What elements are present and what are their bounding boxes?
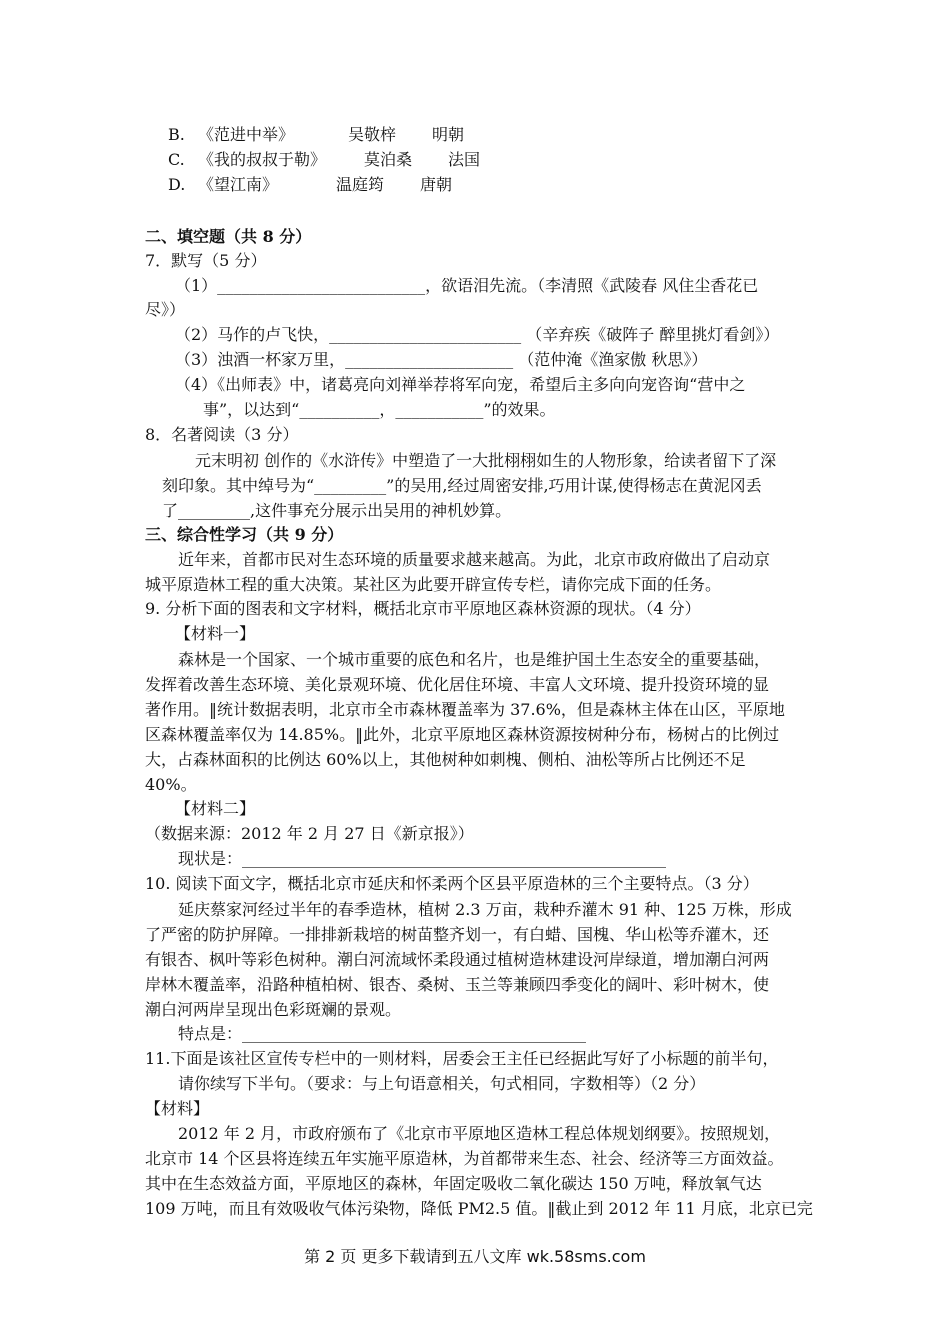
question-title: 9. 分析下面的图表和文字材料，概括北京市平原地区森林资源的现状。（4 分） (145, 599, 701, 618)
fill-line: （4）《出师表》中，诸葛亮向刘禅举荐将军向宠，希望后主多向向宠咨询“营中之 (175, 375, 746, 394)
material-label: 【材料】 (145, 1099, 210, 1118)
option-letter: C. (168, 150, 185, 169)
question-title: 8．名著阅读（3 分） (145, 425, 299, 444)
question-title: 11.下面是该社区宣传专栏中的一则材料，居委会王主任已经据此写好了小标题的前半句， (145, 1049, 779, 1068)
paragraph-line: 城平原造林工程的重大决策。某社区为此要开辟宣传专栏，请你完成下面的任务。 (145, 575, 722, 594)
question-title: 10. 阅读下面文字，概括北京市延庆和怀柔两个区县平原造林的三个主要特点。（3 分） (145, 874, 759, 893)
option-title: 《望江南》 (198, 175, 279, 194)
option-b (168, 124, 464, 146)
paragraph-line: 近年来，首都市民对生态环境的质量要求越来越高。为此，北京市政府做出了启动京 (178, 550, 771, 569)
option-title: 《我的叔叔于勒》 (198, 150, 327, 169)
material-label: 【材料二】 (175, 799, 256, 818)
paragraph-line: 北京市 14 个区县将连续五年实施平原造林，为首都带来生态、社会、经济等三方面效益。 (145, 1149, 784, 1168)
question-title: 7．默写（5 分） (145, 251, 267, 270)
paragraph-line: 40%。 (145, 775, 197, 794)
fill-line: （1）__________________________，欲语泪先流。（李清照《武陵春 风住尘香花已 (175, 276, 759, 295)
paragraph-line: 岸林木覆盖率，沿路种植柏树、银杏、桑树、玉兰等兼顾四季变化的阔叶、彩叶树木，使 (145, 975, 770, 994)
option-letter: D. (168, 175, 186, 194)
material-label: 【材料一】 (175, 624, 256, 643)
option-c (168, 149, 480, 171)
question-title: 请你续写下半句。（要求：与上句语意相关，句式相同，字数相等）（2 分） (178, 1074, 706, 1093)
paragraph-line: 潮白河两岸呈现出色彩斑斓的景观。 (145, 1000, 402, 1019)
fill-line: 事”，以达到“__________，___________”的效果。 (203, 400, 556, 419)
answer-line: 现状是：_____________________________________________________ (178, 849, 667, 868)
paragraph-line: 2012 年 2 月，市政府颁布了《北京市平原地区造林工程总体规划纲要》。按照规划， (178, 1124, 781, 1143)
section-heading: 三、综合性学习（共 9 分） (145, 525, 344, 544)
fill-line: （3）浊酒一杯家万里，_____________________ （范仲淹《渔家傲 秋思》） (175, 350, 708, 369)
paragraph-line: 发挥着改善生态环境、美化景观环境、优化居住环境、丰富人文环境、提升投资环境的显 (145, 675, 770, 694)
section-heading: 二、填空题（共 8 分） (145, 227, 312, 246)
paragraph-line: 了_________,这件事充分展示出吴用的神机妙算。 (162, 501, 512, 520)
paragraph-line: 了严密的防护屏障。一排排新栽培的树苗整齐划一，有白蜡、国槐、华山松等乔灌木，还 (145, 925, 770, 944)
paragraph-line: 森林是一个国家、一个城市重要的底色和名片，也是维护国土生态安全的重要基础， (178, 650, 771, 669)
paragraph-line: 著作用。‖统计数据表明，北京市全市森林覆盖率为 37.6%，但是森林主体在山区，平原地 (145, 700, 785, 719)
option-author: 莫泊桑 (364, 150, 413, 169)
option-d (168, 174, 452, 196)
option-letter: B. (168, 125, 185, 144)
option-era: 明朝 (432, 125, 465, 144)
paragraph-line: 区森林覆盖率仅为 14.85%。‖此外，北京平原地区森林资源按树种分布，杨树占的比例过 (145, 725, 780, 744)
option-author: 温庭筠 (336, 175, 385, 194)
paragraph-line: 其中在生态效益方面，平原地区的森林，年固定吸收二氧化碳达 150 万吨，释放氧气达 (145, 1174, 762, 1193)
option-title: 《范进中举》 (198, 125, 295, 144)
paragraph-line: 109 万吨，而且有效吸收气体污染物，降低 PM2.5 值。‖截止到 2012 年 11 月底，北京已完 (145, 1199, 813, 1218)
paragraph-line: 大，占森林面积的比例达 60%以上，其他树种如刺槐、侧柏、油松等所占比例还不足 (145, 750, 746, 769)
paragraph-line: 有银杏、枫叶等彩色树种。潮白河流域怀柔段通过植树造林建设河岸绿道，增加潮白河两 (145, 950, 770, 969)
option-era: 法国 (448, 150, 481, 169)
option-author: 吴敬梓 (348, 125, 397, 144)
paragraph-line: 延庆蔡家河经过半年的春季造林，植树 2.3 万亩，栽种乔灌木 91 种、125 万株，形成 (178, 900, 792, 919)
paragraph-line: 刻印象。其中绰号为“_________”的吴用,经过周密安排,巧用计谋,使得杨志在黄泥冈丢 (162, 476, 762, 495)
page-footer: 第 2 页 更多下载请到五八文库 wk.58sms.com (304, 1247, 646, 1266)
answer-line: 特点是：___________________________________________ (178, 1024, 587, 1043)
option-era: 唐朝 (420, 175, 453, 194)
source-note: （数据来源：2012 年 2 月 27 日《新京报》） (145, 824, 474, 843)
paragraph-line: 元末明初 创作的《水浒传》中塑造了一大批栩栩如生的人物形象，给读者留下了深 (195, 451, 777, 470)
fill-line: 尽》） (145, 300, 186, 319)
fill-line: （2）马作的卢飞快，________________________ （辛弃疾《破阵子 醉里挑灯看剑》） (175, 325, 780, 344)
